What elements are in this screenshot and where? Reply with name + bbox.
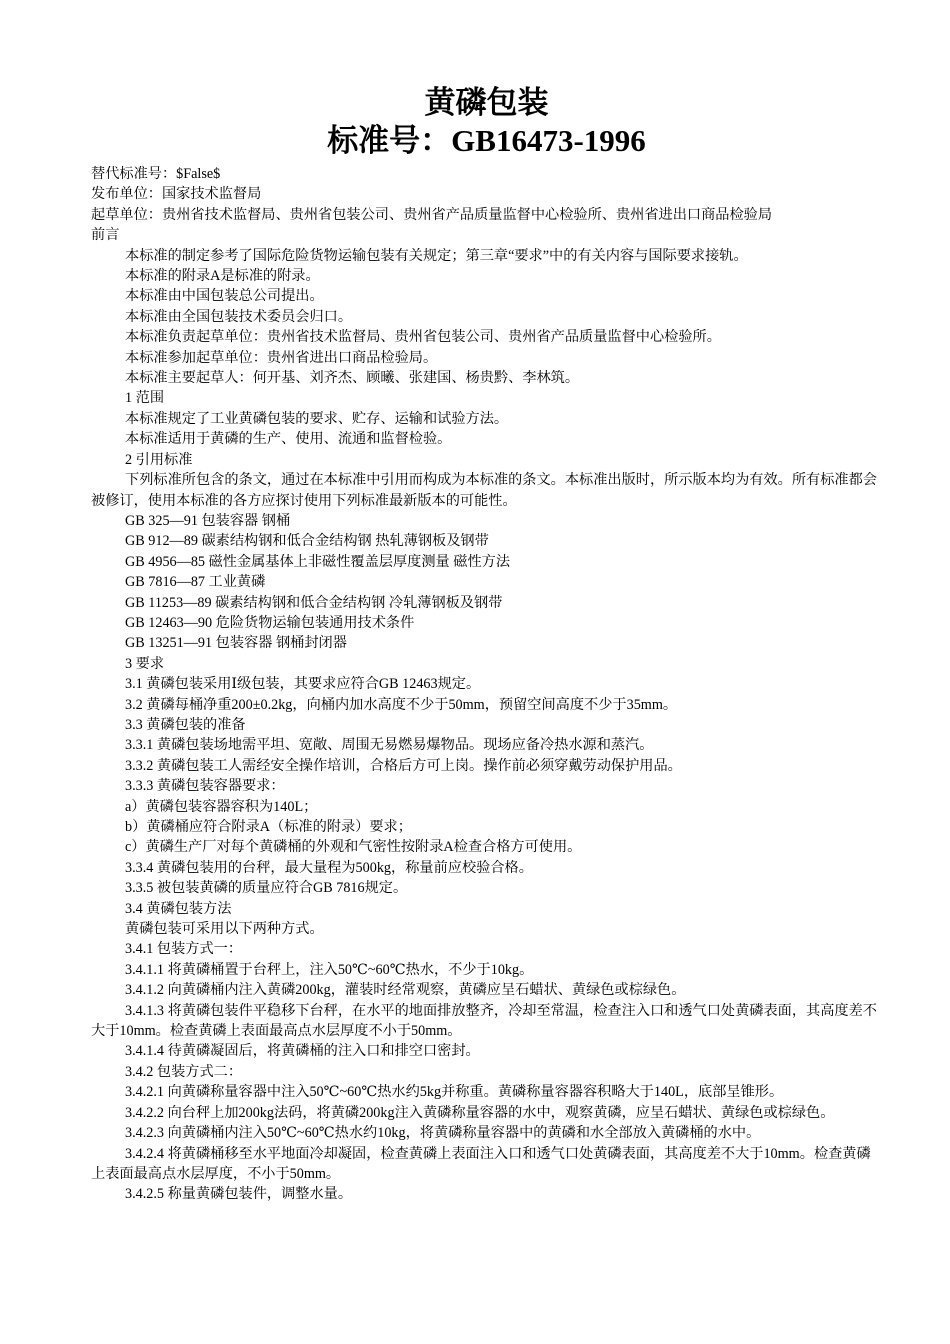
paragraph: 3 要求: [125, 655, 165, 672]
paragraph: GB 7816—87 工业黄磷: [125, 574, 266, 591]
paragraph: 3.4.2 包装方式二：: [125, 1063, 243, 1080]
paragraph: 本标准主要起草人：何开基、刘齐杰、顾曦、张建国、杨贵黔、李林筑。: [125, 370, 580, 387]
paragraph: GB 13251—91 包装容器 钢桶封闭器: [125, 635, 347, 652]
paragraph: 3.4.2.3 向黄磷桶内注入50℃~60℃热水约10kg，将黄磷称量容器中的黄磷和水全部放入黄磷桶的水中。: [125, 1125, 761, 1142]
paragraph: 本标准负责起草单位：贵州省技术监督局、贵州省包装公司、贵州省产品质量监督中心检验所。: [125, 329, 721, 346]
paragraph: 本标准由中国包装总公司提出。: [125, 288, 324, 305]
paragraph: 3.4.1.3 将黄磷包装件平稳移下台秤，在水平的地面排放整齐，冷却至常温，检查注入口和透气口处黄磷表面，其高度差不大于10mm。检查黄磷上表面最高点水层厚度不小于50mm。: [91, 1002, 877, 1040]
paragraph: 黄磷包装可采用以下两种方式。: [125, 921, 324, 938]
paragraph: GB 4956—85 磁性金属基体上非磁性覆盖层厚度测量 磁性方法: [125, 553, 511, 570]
paragraph: 本标准的附录A是标准的附录。: [125, 268, 320, 285]
paragraph: 本标准的制定参考了国际危险货物运输包装有关规定；第三章“要求”中的有关内容与国际要求接轨。: [125, 247, 748, 264]
paragraph: a）黄磷包装容器容积为140L；: [125, 798, 318, 815]
paragraph: 3.4.2.1 向黄磷称量容器中注入50℃~60℃热水约5kg并称重。黄磷称量容器容积略大于140L，底部呈锥形。: [125, 1084, 784, 1101]
paragraph: 3.4.1.1 将黄磷桶置于台秤上，注入50℃~60℃热水，不少于10kg。: [125, 961, 534, 978]
paragraph: 3.3.2 黄磷包装工人需经安全操作培训，合格后方可上岗。操作前必须穿戴劳动保护用品。: [125, 757, 682, 774]
issuing-unit: 发布单位：国家技术监督局: [91, 186, 262, 203]
paragraph: 3.4.1 包装方式一：: [125, 941, 243, 958]
drafting-unit: 起草单位：贵州省技术监督局、贵州省包装公司、贵州省产品质量监督中心检验所、贵州省进出口商品检验局: [91, 206, 773, 223]
title-block: [91, 84, 882, 160]
standard-number: 标准号：GB16473-1996: [327, 123, 646, 158]
document-title: 黄磷包装: [424, 85, 549, 120]
document-body: [91, 246, 882, 1205]
paragraph: GB 325—91 包装容器 钢桶: [125, 512, 291, 529]
replaced-standard: 替代标准号：$False$: [91, 166, 221, 182]
paragraph: 本标准适用于黄磷的生产、使用、流通和监督检验。: [125, 431, 452, 448]
paragraph: 1 范围: [125, 390, 165, 407]
paragraph: b）黄磷桶应符合附录A（标准的附录）要求；: [125, 819, 412, 835]
meta-block: [91, 164, 882, 246]
paragraph: 3.4.2.5 称量黄磷包装件，调整水量。: [125, 1186, 353, 1203]
paragraph: 3.4.2.4 将黄磷桶移至水平地面冷却凝固，检查黄磷上表面注入口和透气口处黄磷表面，其高度差不大于10mm。检查黄磷上表面最高点水层厚度，不小于50mm。: [91, 1145, 871, 1182]
paragraph: GB 11253—89 碳素结构钢和低合金结构钢 冷轧薄钢板及钢带: [125, 594, 503, 611]
paragraph: 3.4.1.4 待黄磷凝固后，将黄磷桶的注入口和排空口密封。: [125, 1043, 480, 1060]
paragraph: 3.3.4 黄磷包装用的台秤，最大量程为500kg，称量前应校验合格。: [125, 859, 533, 876]
paragraph: 3.4.2.2 向台秤上加200kg法码，将黄磷200kg注入黄磷称量容器的水中，观察黄磷，应呈石蜡状、黄绿色或棕绿色。: [125, 1104, 835, 1121]
paragraph: 3.3.3 黄磷包装容器要求：: [125, 778, 285, 795]
foreword-heading: 前言: [91, 227, 120, 244]
paragraph: 3.2 黄磷每桶净重200±0.2kg，向桶内加水高度不少于50mm，预留空间高度不少于35mm。: [125, 696, 678, 713]
paragraph: 本标准由全国包装技术委员会归口。: [125, 308, 353, 325]
paragraph: 本标准参加起草单位：贵州省进出口商品检验局。: [125, 349, 438, 366]
paragraph: 3.3.5 被包装黄磷的质量应符合GB 7816规定。: [125, 880, 408, 897]
paragraph: GB 912—89 碳素结构钢和低合金结构钢 热轧薄钢板及钢带: [125, 533, 489, 550]
paragraph: 3.3.1 黄磷包装场地需平坦、宽敞、周围无易燃易爆物品。现场应备冷热水源和蒸汽。: [125, 737, 654, 754]
paragraph: 3.4.1.2 向黄磷桶内注入黄磷200kg，灌装时经常观察，黄磷应呈石蜡状、黄绿色或棕绿色。: [125, 982, 686, 999]
paragraph: 3.3 黄磷包装的准备: [125, 716, 246, 733]
paragraph: 本标准规定了工业黄磷包装的要求、贮存、运输和试验方法。: [125, 410, 509, 427]
paragraph: GB 12463—90 危险货物运输包装通用技术条件: [125, 614, 415, 631]
paragraph: 3.4 黄磷包装方法: [125, 900, 232, 917]
paragraph: 下列标准所包含的条文，通过在本标准中引用而构成为本标准的条文。本标准出版时，所示版本均为有效。所有标准都会被修订，使用本标准的各方应探讨使用下列标准最新版本的可能性。: [91, 472, 877, 509]
paragraph: 2 引用标准: [125, 451, 193, 468]
paragraph: c）黄磷生产厂对每个黄磷桶的外观和气密性按附录A检查合格方可使用。: [125, 839, 582, 856]
paragraph: 3.1 黄磷包装采用Ⅰ级包装，其要求应符合GB 12463规定。: [125, 676, 481, 693]
